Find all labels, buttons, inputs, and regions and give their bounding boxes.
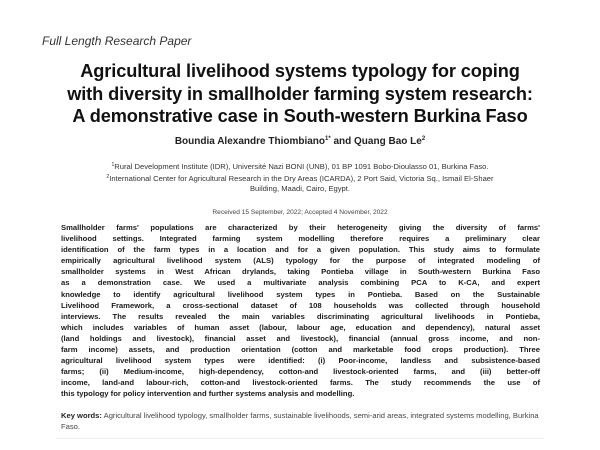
keywords-text: Agricultural livelihood typology, smallholder farms, sustainable livelihoods, semi-arid areas, integrated systems modelling, Burkina Faso. [61, 411, 539, 431]
affiliation-text: International Center for Agricultural Research in the Dry Areas (ICARDA), 2 Port Said, Victoria Sq., Ismail El-Shaer [109, 174, 494, 183]
affiliations [30, 160, 570, 194]
affiliation-1 [30, 160, 570, 172]
author-name: Quang Bao Le [354, 136, 422, 147]
abstract-line: agricultural livelihood system types were identified: (i) Poor-income, landless and subsistence-based [61, 356, 540, 366]
paper-type-label: Full Length Research Paper [42, 34, 192, 48]
author-affiliation-marker: 1* [325, 136, 331, 142]
affiliation-marker: 2 [106, 174, 110, 180]
abstract-line: this typology for policy intervention and further systems analysis and modelling. [61, 389, 355, 399]
abstract [61, 222, 540, 400]
title-line: A demonstrative case in South-western Burkina Faso [72, 106, 528, 126]
abstract-line: identification of the farm types in a location and for a given population. This study aims to formulate [61, 245, 540, 255]
affiliation-marker: 1 [111, 162, 115, 168]
affiliation-text: Rural Development Institute (IDR), Université Nazi BONI (UNB), 01 BP 1091 Bobo-Dioulasso 01, Burkina Faso. [114, 162, 489, 171]
abstract-line: livelihood settings. Integrated farming system modelling therefore requires a preliminary clear [61, 234, 540, 244]
keywords-label: Key words: [61, 411, 102, 420]
abstract-line: as a demonstration case. We used a multivariate analysis combining PCA to K-CA, and expert [61, 278, 540, 288]
author-list [0, 136, 600, 147]
abstract-line: smallholder systems in West African drylands, taking Pontieba village in South-western Burkina Faso [61, 267, 540, 277]
affiliation-2-cont: Building, Maadi, Cairo, Egypt. [249, 184, 351, 193]
keywords [61, 410, 540, 432]
received-accepted-dates: Received 15 September, 2022; Accepted 4 November, 2022 [212, 209, 388, 216]
title-line: Agricultural livelihood systems typology for coping [80, 61, 520, 81]
abstract-line: interviews. The results revealed the main variables discriminating agricultural livelihoods in Pontieba, [61, 311, 540, 321]
abstract-line: income, land-and labour-rich, cotton-and livestock-oriented farms. The study recommends the use of [61, 378, 540, 388]
abstract-line: farm income) assets, and production orientation (cotton and marketable food crops production). Three [61, 345, 540, 355]
paper-title [30, 60, 570, 128]
abstract-line: Smallholder farms' populations are characterized by their heterogeneity giving the diversity of farms' [61, 223, 540, 232]
title-line: with diversity in smallholder farming system research: [67, 83, 533, 104]
abstract-line: Livelihood Framework, a cross-sectional dataset of 108 households was collected through household [61, 300, 540, 310]
divider [56, 438, 544, 439]
abstract-line: farms; (ii) Medium-income, high-dependency, cotton-and livestock-oriented farms, and (iii) better-off [61, 367, 540, 377]
abstract-line: empirically agricultural livelihood system (ALS) typology for the purpose of integrated modeling of [61, 256, 540, 266]
abstract-line: knowledge to identify agricultural livelihood system types in Pontieba. Based on the Sustainable [61, 289, 540, 299]
author-connector: and [330, 136, 355, 147]
abstract-line: (land holdings and livestock), financial asset and livestock), financial (annual gross income, and non- [61, 333, 540, 343]
affiliation-2 [30, 172, 570, 184]
abstract-line: which includes variables of human asset (labour, labour age, education and dependency), natural asset [61, 322, 540, 332]
author-name: Boundia Alexandre Thiombiano [174, 136, 326, 147]
author-affiliation-marker: 2 [421, 136, 426, 142]
